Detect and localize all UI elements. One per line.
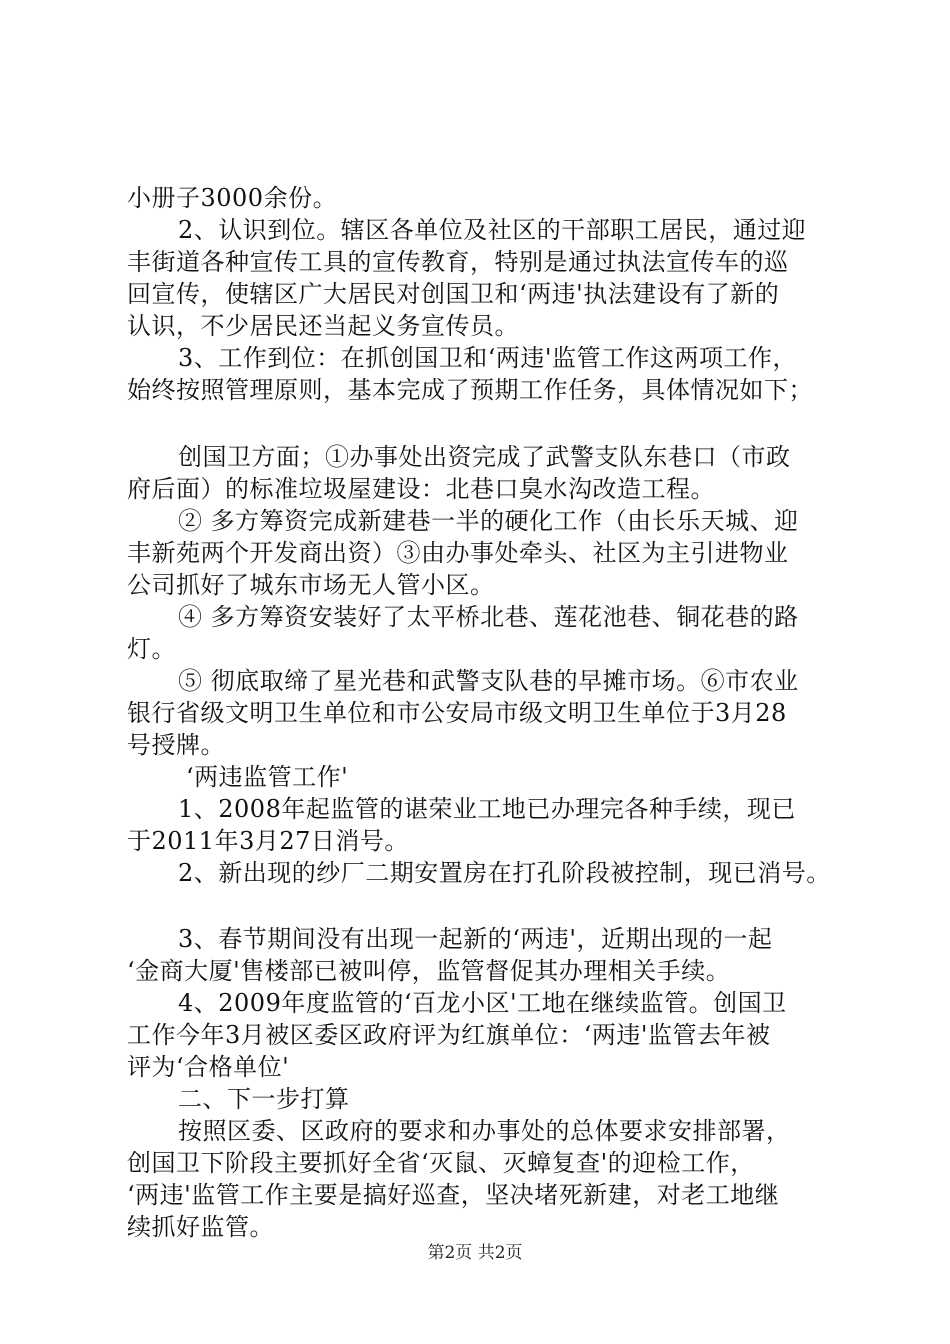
text-line: 创国卫下阶段主要抓好全省‘灭鼠、灭蟑复查'的迎检工作，	[127, 1149, 755, 1177]
text-line: 始终按照管理原则，基本完成了预期工作任务，具体情况如下；	[127, 376, 813, 404]
text-line: 灯。	[127, 635, 176, 663]
text-line: 工作今年3月被区委区政府评为红旗单位：‘两违'监管去年被	[127, 1021, 771, 1049]
text-line: 认识，不少居民还当起义务宣传员。	[127, 312, 519, 340]
section-heading: ‘两违监管工作'	[186, 763, 349, 791]
text-line: 丰街道各种宣传工具的宣传教育，特别是通过执法宣传车的巡	[127, 248, 789, 276]
text-line: 续抓好监管。	[127, 1213, 274, 1241]
text-line: 3、春节期间没有出现一起新的‘两违'，近期出现的一起	[178, 925, 773, 953]
text-line: ‘两违'监管工作主要是搞好巡查，坚决堵死新建，对老工地继	[127, 1181, 780, 1209]
text-line: 2、新出现的纱厂二期安置房在打孔阶段被控制，现已消号。	[178, 859, 831, 887]
text-line: 3、工作到位：在抓创国卫和‘两违'监管工作这两项工作，	[178, 344, 797, 372]
text-line: ④ 多方筹资安装好了太平桥北巷、莲花池巷、铜花巷的路	[178, 603, 799, 631]
section-heading: 二、下一步打算	[178, 1085, 350, 1113]
text-line: 评为‘合格单位'	[127, 1053, 290, 1081]
text-line: 银行省级文明卫生单位和市公安局市级文明卫生单位于3月28	[127, 699, 787, 727]
text-line: 丰新苑两个开发商出资）③由办事处牵头、社区为主引进物业	[127, 539, 789, 567]
text-line: 4、2009年度监管的‘百龙小区'工地在继续监管。创国卫	[178, 989, 787, 1017]
text-line: 回宣传，使辖区广大居民对创国卫和‘两违'执法建设有了新的	[127, 280, 780, 308]
text-line: 于2011年3月27日消号。	[127, 827, 409, 855]
text-line: 按照区委、区政府的要求和办事处的总体要求安排部署，	[178, 1117, 791, 1145]
text-line: 府后面）的标准垃圾屋建设：北巷口臭水沟改造工程。	[127, 475, 715, 503]
text-line: 创国卫方面；①办事处出资完成了武警支队东巷口（市政	[178, 443, 791, 471]
page-footer: 第2页 共2页	[427, 1243, 523, 1263]
text-line: 号授牌。	[127, 731, 225, 759]
text-line: ⑤ 彻底取缔了星光巷和武警支队巷的早摊市场。⑥市农业	[178, 667, 799, 695]
text-line: 2、认识到位。辖区各单位及社区的干部职工居民，通过迎	[178, 216, 807, 244]
text-line: 公司抓好了城东市场无人管小区。	[127, 571, 495, 599]
text-line: ② 多方筹资完成新建巷一半的硬化工作（由长乐天城、迎	[178, 507, 799, 535]
text-line: ‘金商大厦'售楼部已被叫停，监管督促其办理相关手续。	[127, 957, 731, 985]
text-line: 1、2008年起监管的谌荣业工地已办理完各种手续，现已	[178, 795, 796, 823]
text-line: 小册子3000余份。	[127, 184, 338, 212]
